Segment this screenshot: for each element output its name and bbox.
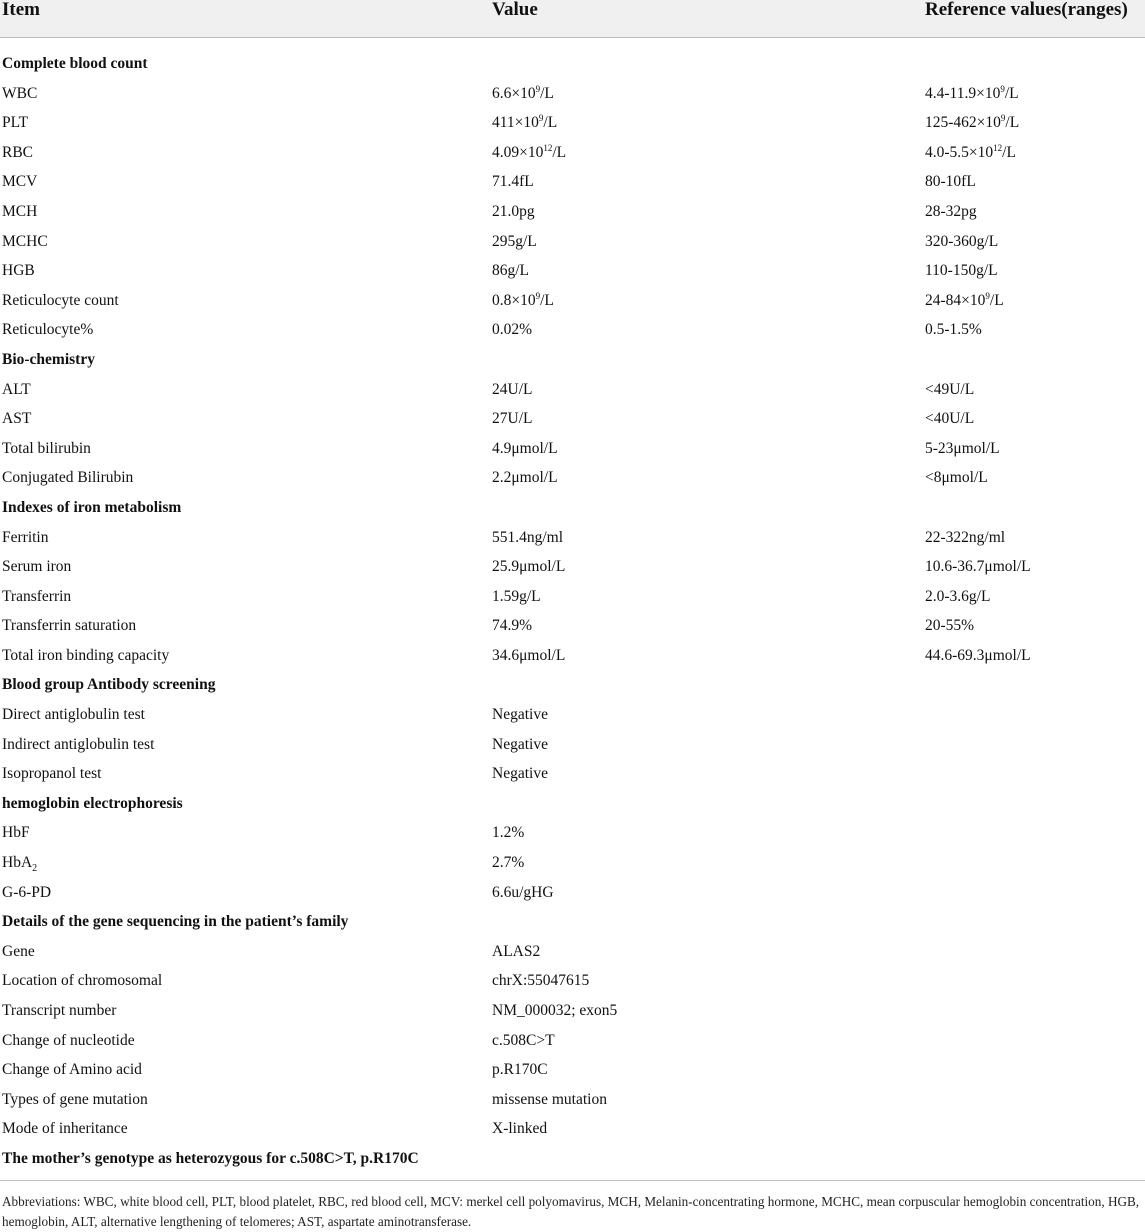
section-title: Indexes of iron metabolism [2,498,182,516]
value-cell: c.508C>T [492,1031,555,1049]
reference-cell: 10.6-36.7μmol/L [925,558,1031,576]
value-cell: 74.9% [492,617,533,635]
value-cell: 4.9μmol/L [492,439,558,457]
item-cell: AST [2,410,32,428]
table-row [0,611,1145,641]
value-cell: 6.6u/gHG [492,883,554,901]
value-cell: Negative [492,765,548,783]
reference-cell: $4.0-5.5\times 10^{12}/L$ [925,142,1016,161]
item-cell: Transferrin [2,587,72,605]
item-cell: MCH [2,202,38,220]
item-cell: G-6-PD [2,883,52,901]
reference-cell: 80-10fL [925,173,976,191]
item-cell: Total iron binding capacity [2,646,170,664]
section-header-row [0,907,1145,937]
value-cell: 551.4ng/ml [492,528,564,546]
reference-cell: <8μmol/L [925,469,988,487]
item-cell: Types of gene mutation [2,1090,148,1108]
item-cell: WBC [2,84,38,102]
item-cell: Conjugated Bilirubin [2,469,134,487]
value-cell: 1.2% [492,824,525,842]
table-row [0,315,1145,345]
section-header-row [0,1144,1145,1174]
table-row [0,582,1145,612]
table-row [0,404,1145,434]
item-cell: RBC [2,143,34,161]
section-header-row [0,49,1145,79]
value-cell: Negative [492,735,548,753]
item-cell: HGB [2,262,35,280]
item-cell: Transcript number [2,1002,117,1019]
table-row [0,523,1145,553]
value-cell: 21.0pg [492,202,535,220]
item-cell: Gene [2,942,35,960]
item-cell: ALT [2,380,31,398]
table-row [0,1114,1145,1144]
item-cell: Change of Amino acid [2,1061,142,1079]
table-header [0,0,1145,38]
reference-cell: <49U/L [925,380,975,398]
item-cell: Direct antiglobulin test [2,706,145,724]
header-reference: Reference values(ranges) [925,0,1128,20]
value-cell: $411\times 10^9/L$ [492,113,558,132]
item-cell: Change of nucleotide [2,1031,135,1049]
section-header-row [0,789,1145,819]
table-row [0,1085,1145,1115]
table-row [0,966,1145,996]
reference-cell: $4.4-11.9\times 10^9/L$ [925,83,1019,102]
reference-cell: 110-150g/L [925,262,998,280]
reference-cell: 2.0-3.6g/L [925,587,991,605]
table-body [0,49,1145,1174]
table-row [0,996,1145,1026]
value-cell: 34.6μmol/L [492,646,566,664]
value-cell: 86g/L [492,262,530,280]
reference-cell: 5-23μmol/L [925,439,1000,457]
section-title: Details of the gene sequencing in the patient’s family [2,913,349,931]
table-row [0,197,1145,227]
item-cell: Reticulocyte count [2,291,119,309]
reference-cell: $24-84\times 10^9/L$ [925,290,1004,309]
value-cell: $0.8\times 10^9/L$ [492,290,554,309]
reference-cell: $125-462\times 10^9/L$ [925,113,1020,132]
value-cell: $6.6\times 10^9/L$ [492,83,554,102]
reference-cell: 0.5-1.5% [925,321,982,339]
table-row [0,937,1145,967]
section-header-row [0,493,1145,523]
table-row [0,878,1145,908]
reference-cell: 44.6-69.3μmol/L [925,646,1031,664]
table-row [0,434,1145,464]
value-cell: 2.7% [492,854,525,872]
table-row [0,108,1145,138]
table-bottom-rule [0,1180,1145,1181]
table-row [0,138,1145,168]
table-row [0,167,1145,197]
item-cell: Mode of inheritance [2,1120,128,1138]
value-cell: 0.02% [492,321,533,339]
table-row [0,463,1145,493]
item-cell: MCV [2,173,38,191]
value-cell: NM_000032; exon5 [492,1002,618,1019]
section-title: Bio-chemistry [2,350,95,368]
item-cell: Transferrin saturation [2,617,137,635]
item-cell: Total bilirubin [2,439,91,457]
section-header-row [0,345,1145,375]
table-row [0,641,1145,671]
value-cell: 1.59g/L [492,587,541,605]
item-cell: Serum iron [2,558,72,576]
value-cell: Negative [492,706,548,724]
value-cell: 295g/L [492,232,537,250]
value-cell: p.R170C [492,1061,548,1079]
item-cell: Reticulocyte% [2,321,94,339]
item-cell: Location of chromosomal [2,972,163,990]
table-row [0,79,1145,109]
table-row [0,1026,1145,1056]
table-row [0,552,1145,582]
table-row [0,375,1145,405]
section-title: hemoglobin electrophoresis [2,794,183,812]
table-row [0,759,1145,789]
header-value: Value [492,0,538,20]
header-item: Item [2,0,40,20]
table-row [0,848,1145,878]
value-cell: missense mutation [492,1090,607,1108]
section-title: Blood group Antibody screening [2,676,216,694]
table-row [0,286,1145,316]
table-row [0,818,1145,848]
item-cell: MCHC [2,232,48,250]
item-cell: HbA$_2$ [2,854,38,875]
section-header-row [0,670,1145,700]
table-row [0,1055,1145,1085]
footnote: Abbreviations: WBC, white blood cell, PLT, blood platelet, RBC, red blood cell, MCV: merkel cell polyomavirus, MCH, Melanin-concentrating hormone, MCHC, mean corpuscular hemoglobin concentration, HGB, hemoglobin, ALT, alternative lengthening of telomeres; AST, aspartate aminotransferase. [2,1194,1140,1229]
reference-cell: 20-55% [925,617,975,635]
reference-cell: 22-322ng/ml [925,528,1006,546]
value-cell: 24U/L [492,380,533,398]
value-cell: ALAS2 [492,942,541,960]
table-row [0,700,1145,730]
value-cell: $4.09\times 10^{12}/L$ [492,142,567,161]
table-row [0,227,1145,257]
section-title: The mother’s genotype as heterozygous for c.508C>T, p.R170C [2,1149,419,1167]
item-cell: Ferritin [2,528,49,546]
reference-cell: 320-360g/L [925,232,999,250]
reference-cell: <40U/L [925,410,975,428]
value-cell: X-linked [492,1120,548,1138]
value-cell: 2.2μmol/L [492,469,558,487]
reference-cell: 28-32pg [925,202,977,220]
value-cell: 27U/L [492,410,533,428]
item-cell: PLT [2,114,29,132]
section-title: Complete blood count [2,55,148,72]
item-cell: HbF [2,824,30,842]
value-cell: chrX:55047615 [492,972,590,990]
table-row [0,730,1145,760]
value-cell: 71.4fL [492,173,534,191]
item-cell: Indirect antiglobulin test [2,735,155,753]
value-cell: 25.9μmol/L [492,558,566,576]
table-row [0,256,1145,286]
item-cell: Isopropanol test [2,765,102,783]
